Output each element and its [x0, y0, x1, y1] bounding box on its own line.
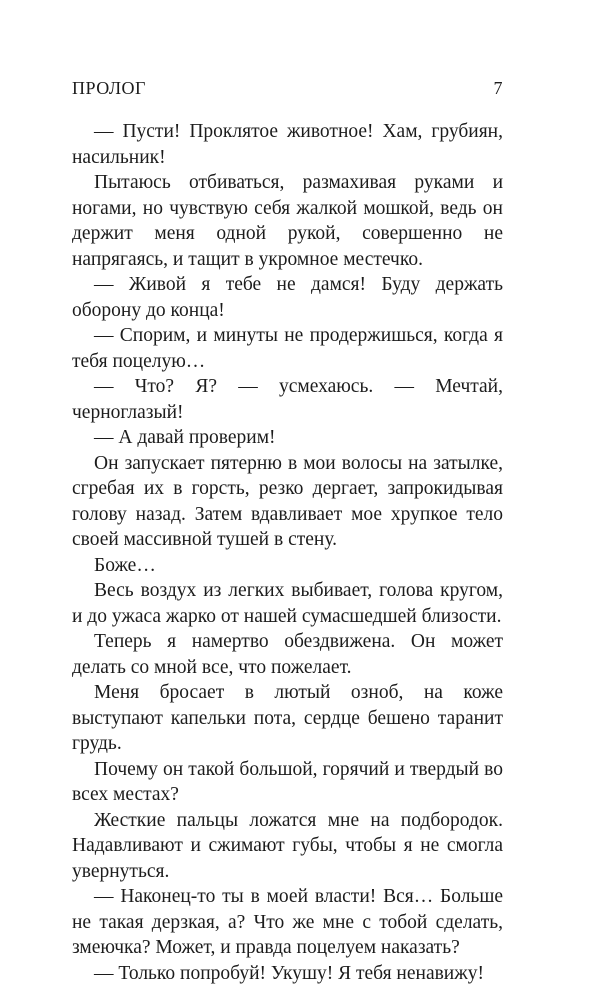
paragraph: — Пусти! Проклятое животное! Хам, грубиян, насильник!: [72, 121, 503, 168]
paragraph: — Живой я тебе не дамся! Буду держать оборону до конца!: [72, 274, 503, 321]
body-text: [72, 119, 503, 986]
paragraph: — Спорим, и минуты не продержишься, когда я тебя поцелую…: [72, 325, 503, 372]
paragraph: Теперь я намертво обездвижена. Он может делать со мной все, что пожелает.: [72, 631, 503, 678]
paragraph: Весь воздух из легких выбивает, голова кругом, и до ужаса жарко от нашей сумасшедшей близости.: [72, 580, 503, 627]
paragraph: Жесткие пальцы ложатся мне на подбородок. Надавливают и сжимают губы, чтобы я не смогла увернуться.: [72, 809, 503, 882]
paragraph: Пытаюсь отбиваться, размахивая руками и ногами, но чувствую себя жалкой мошкой, ведь он держит меня одной рукой, совершенно не напрягаясь, и тащит в укромное местечко.: [72, 172, 503, 270]
book-page: [72, 0, 503, 1000]
paragraph: — Только попробуй! Укушу! Я тебя ненавижу!: [94, 962, 484, 984]
paragraph: — А давай проверим!: [94, 427, 276, 448]
paragraph: Боже…: [94, 554, 156, 576]
section-title: ПРОЛОГ: [72, 78, 146, 98]
paragraph: Почему он такой большой, горячий и твердый во всех местах?: [72, 758, 503, 805]
paragraph: Меня бросает в лютый озноб, на коже выступают капельки пота, сердце бешено таранит грудь.: [72, 682, 503, 754]
paragraph: — Наконец-то ты в моей власти! Вся… Больше не такая дерзкая, а? Что же мне с тобой сделать, змеючка? Может, и правда поцелуем наказать?: [72, 886, 503, 958]
page-number: 7: [493, 78, 503, 98]
paragraph: Он запускает пятерню в мои волосы на затылке, сгребая их в горсть, резко дергает, запрокидывая голову назад. Затем вдавливает мое хрупкое тело своей массивной тушей в стену.: [72, 452, 503, 550]
running-header: [72, 78, 503, 102]
paragraph: — Что? Я? — усмехаюсь. — Мечтай, черноглазый!: [72, 376, 503, 423]
